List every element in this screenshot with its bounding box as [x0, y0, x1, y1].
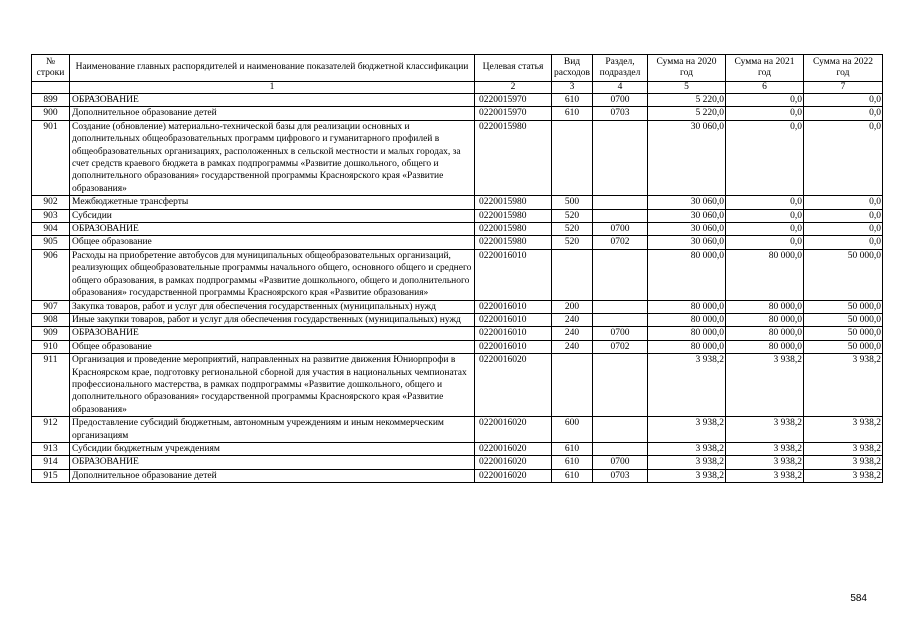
- section-cell: 0700: [593, 456, 648, 469]
- sum-2020-cell: 3 938,2: [648, 442, 726, 455]
- row-number-cell: 905: [32, 236, 70, 249]
- sum-2021-cell: 0,0: [726, 223, 804, 236]
- table-row: [32, 456, 883, 469]
- sum-2021-cell: 80 000,0: [726, 249, 804, 300]
- sum-2022-cell: 0,0: [804, 107, 883, 120]
- sum-2021-cell: 0,0: [726, 196, 804, 209]
- row-number-cell: 912: [32, 417, 70, 443]
- sum-2022-cell: 50 000,0: [804, 313, 883, 326]
- column-number: 6: [726, 82, 804, 94]
- sum-2022-cell: 0,0: [804, 223, 883, 236]
- section-cell: [593, 120, 648, 195]
- sum-2022-cell: 3 938,2: [804, 456, 883, 469]
- expense-type-cell: 610: [552, 107, 593, 120]
- target-article-cell: 0220015980: [475, 196, 552, 209]
- sum-2020-cell: 80 000,0: [648, 340, 726, 353]
- row-name-cell: ОБРАЗОВАНИЕ: [70, 223, 475, 236]
- table-body: [32, 94, 883, 483]
- row-number-cell: 904: [32, 223, 70, 236]
- row-name-cell: Организация и проведение мероприятий, направленных на развитие движения Юниорпрофи в Красноярском крае, подготовку региональной сборной для участия в национальных чемпионатах профессионального мастерства, в рамках подпрограммы «Развитие дошкольного, общего и дополнительного образования» государственной программы Красноярского края «Развитие образования»: [70, 354, 475, 417]
- expense-type-cell: 610: [552, 469, 593, 482]
- header-target-article: Целевая статья: [475, 55, 552, 82]
- section-cell: [593, 442, 648, 455]
- target-article-cell: 0220015980: [475, 223, 552, 236]
- section-cell: [593, 300, 648, 313]
- section-cell: 0700: [593, 327, 648, 340]
- sum-2020-cell: 30 060,0: [648, 120, 726, 195]
- header-expense-type: Вид расходов: [552, 55, 593, 82]
- header-name: Наименование главных распорядителей и наименование показателей бюджетной классификации: [70, 55, 475, 82]
- target-article-cell: 0220015980: [475, 236, 552, 249]
- sum-2021-cell: 0,0: [726, 107, 804, 120]
- row-number-cell: 914: [32, 456, 70, 469]
- row-name-cell: Дополнительное образование детей: [70, 469, 475, 482]
- row-number-cell: 899: [32, 94, 70, 107]
- column-number: 3: [552, 82, 593, 94]
- row-number-cell: 909: [32, 327, 70, 340]
- sum-2021-cell: 0,0: [726, 209, 804, 222]
- sum-2020-cell: 30 060,0: [648, 236, 726, 249]
- expense-type-cell: 240: [552, 340, 593, 353]
- row-name-cell: Субсидии: [70, 209, 475, 222]
- sum-2022-cell: 3 938,2: [804, 442, 883, 455]
- row-number-cell: 913: [32, 442, 70, 455]
- sum-2021-cell: 80 000,0: [726, 327, 804, 340]
- sum-2022-cell: 0,0: [804, 94, 883, 107]
- column-number: 5: [648, 82, 726, 94]
- sum-2022-cell: 0,0: [804, 209, 883, 222]
- expense-type-cell: 610: [552, 442, 593, 455]
- header-row-number: № строки: [32, 55, 70, 82]
- table-row: [32, 442, 883, 455]
- section-cell: 0702: [593, 236, 648, 249]
- table-header: [32, 55, 883, 94]
- section-cell: [593, 249, 648, 300]
- header-section: Раздел, подраздел: [593, 55, 648, 82]
- expense-type-cell: 610: [552, 94, 593, 107]
- table-row: [32, 300, 883, 313]
- target-article-cell: 0220016020: [475, 456, 552, 469]
- sum-2021-cell: 0,0: [726, 120, 804, 195]
- sum-2022-cell: 50 000,0: [804, 340, 883, 353]
- row-number-cell: 915: [32, 469, 70, 482]
- target-article-cell: 0220015970: [475, 94, 552, 107]
- sum-2020-cell: 5 220,0: [648, 107, 726, 120]
- table-row: [32, 340, 883, 353]
- expense-type-cell: [552, 249, 593, 300]
- row-number-cell: 902: [32, 196, 70, 209]
- row-name-cell: Субсидии бюджетным учреждениям: [70, 442, 475, 455]
- target-article-cell: 0220016020: [475, 354, 552, 417]
- column-number: 7: [804, 82, 883, 94]
- budget-table-container: [31, 54, 882, 483]
- section-cell: 0700: [593, 94, 648, 107]
- sum-2022-cell: 0,0: [804, 196, 883, 209]
- column-number-row: [32, 82, 883, 94]
- target-article-cell: 0220016020: [475, 469, 552, 482]
- row-number-cell: 908: [32, 313, 70, 326]
- header-sum-2021: Сумма на 2021 год: [726, 55, 804, 82]
- row-number-cell: 906: [32, 249, 70, 300]
- target-article-cell: 0220016010: [475, 327, 552, 340]
- row-name-cell: Закупка товаров, работ и услуг для обеспечения государственных (муниципальных) нужд: [70, 300, 475, 313]
- sum-2022-cell: 0,0: [804, 120, 883, 195]
- expense-type-cell: 610: [552, 456, 593, 469]
- section-cell: [593, 209, 648, 222]
- sum-2021-cell: 3 938,2: [726, 417, 804, 443]
- row-name-cell: ОБРАЗОВАНИЕ: [70, 456, 475, 469]
- expense-type-cell: 240: [552, 327, 593, 340]
- sum-2020-cell: 80 000,0: [648, 327, 726, 340]
- target-article-cell: 0220016010: [475, 249, 552, 300]
- section-cell: [593, 313, 648, 326]
- sum-2021-cell: 0,0: [726, 94, 804, 107]
- sum-2020-cell: 3 938,2: [648, 469, 726, 482]
- row-name-cell: Общее образование: [70, 340, 475, 353]
- section-cell: 0702: [593, 340, 648, 353]
- expense-type-cell: 520: [552, 223, 593, 236]
- section-cell: [593, 196, 648, 209]
- row-number-cell: 903: [32, 209, 70, 222]
- sum-2022-cell: 3 938,2: [804, 469, 883, 482]
- sum-2020-cell: 80 000,0: [648, 300, 726, 313]
- sum-2022-cell: 3 938,2: [804, 417, 883, 443]
- row-name-cell: Иные закупки товаров, работ и услуг для обеспечения государственных (муниципальных) нужд: [70, 313, 475, 326]
- table-row: [32, 354, 883, 417]
- table-row: [32, 120, 883, 195]
- row-name-cell: Дополнительное образование детей: [70, 107, 475, 120]
- section-cell: 0703: [593, 107, 648, 120]
- sum-2021-cell: 3 938,2: [726, 469, 804, 482]
- column-number: 2: [475, 82, 552, 94]
- row-name-cell: Общее образование: [70, 236, 475, 249]
- expense-type-cell: 520: [552, 209, 593, 222]
- table-row: [32, 223, 883, 236]
- target-article-cell: 0220016010: [475, 313, 552, 326]
- sum-2020-cell: 3 938,2: [648, 354, 726, 417]
- target-article-cell: 0220016010: [475, 340, 552, 353]
- table-row: [32, 313, 883, 326]
- table-row: [32, 417, 883, 443]
- sum-2020-cell: 30 060,0: [648, 209, 726, 222]
- sum-2022-cell: 50 000,0: [804, 300, 883, 313]
- row-number-cell: 910: [32, 340, 70, 353]
- row-name-cell: ОБРАЗОВАНИЕ: [70, 327, 475, 340]
- sum-2021-cell: 80 000,0: [726, 300, 804, 313]
- expense-type-cell: [552, 120, 593, 195]
- sum-2020-cell: 3 938,2: [648, 417, 726, 443]
- sum-2020-cell: 80 000,0: [648, 249, 726, 300]
- row-number-cell: 900: [32, 107, 70, 120]
- target-article-cell: 0220015970: [475, 107, 552, 120]
- table-row: [32, 249, 883, 300]
- row-number-cell: 901: [32, 120, 70, 195]
- row-number-cell: 911: [32, 354, 70, 417]
- target-article-cell: 0220016010: [475, 300, 552, 313]
- column-number: 4: [593, 82, 648, 94]
- sum-2021-cell: 80 000,0: [726, 340, 804, 353]
- row-name-cell: Предоставление субсидий бюджетным, автономным учреждениям и иным некоммерческим организациям: [70, 417, 475, 443]
- row-name-cell: Межбюджетные трансферты: [70, 196, 475, 209]
- table-row: [32, 196, 883, 209]
- section-cell: [593, 354, 648, 417]
- header-sum-2020: Сумма на 2020 год: [648, 55, 726, 82]
- table-row: [32, 469, 883, 482]
- sum-2020-cell: 30 060,0: [648, 196, 726, 209]
- page-number: 584: [850, 593, 867, 604]
- target-article-cell: 0220016020: [475, 442, 552, 455]
- column-number: 1: [70, 82, 475, 94]
- target-article-cell: 0220015980: [475, 209, 552, 222]
- target-article-cell: 0220015980: [475, 120, 552, 195]
- sum-2020-cell: 5 220,0: [648, 94, 726, 107]
- expense-type-cell: 200: [552, 300, 593, 313]
- target-article-cell: 0220016020: [475, 417, 552, 443]
- row-name-cell: Расходы на приобретение автобусов для муниципальных общеобразовательных организаций, реализующих общеобразовательные программы начального общего, основного общего и среднего общего образования, в рамках подпрограммы «Развитие дошкольного, общего и дополнительного образования» государственной программы Красноярского края «Развитие образования»: [70, 249, 475, 300]
- header-sum-2022: Сумма на 2022 год: [804, 55, 883, 82]
- expense-type-cell: 520: [552, 236, 593, 249]
- sum-2022-cell: 0,0: [804, 236, 883, 249]
- sum-2022-cell: 50 000,0: [804, 327, 883, 340]
- section-cell: [593, 417, 648, 443]
- sum-2021-cell: 80 000,0: [726, 313, 804, 326]
- expense-type-cell: 600: [552, 417, 593, 443]
- budget-table: [31, 54, 883, 483]
- section-cell: 0703: [593, 469, 648, 482]
- sum-2020-cell: 3 938,2: [648, 456, 726, 469]
- table-row: [32, 327, 883, 340]
- sum-2020-cell: 30 060,0: [648, 223, 726, 236]
- sum-2022-cell: 3 938,2: [804, 354, 883, 417]
- table-row: [32, 107, 883, 120]
- sum-2021-cell: 3 938,2: [726, 442, 804, 455]
- sum-2021-cell: 0,0: [726, 236, 804, 249]
- row-name-cell: Создание (обновление) материально-технической базы для реализации основных и дополнительных общеобразовательных программ цифрового и гуманитарного профилей в общеобразовательных организациях, расположенных в сельской местности и малых городах, за счет средств краевого бюджета в рамках подпрограммы «Развитие дошкольного, общего и дополнительного образования» государственной программы Красноярского края «Развитие образования»: [70, 120, 475, 195]
- sum-2021-cell: 3 938,2: [726, 354, 804, 417]
- expense-type-cell: 240: [552, 313, 593, 326]
- section-cell: 0700: [593, 223, 648, 236]
- table-row: [32, 94, 883, 107]
- column-number: [32, 82, 70, 94]
- expense-type-cell: 500: [552, 196, 593, 209]
- expense-type-cell: [552, 354, 593, 417]
- table-row: [32, 236, 883, 249]
- sum-2022-cell: 50 000,0: [804, 249, 883, 300]
- row-name-cell: ОБРАЗОВАНИЕ: [70, 94, 475, 107]
- sum-2020-cell: 80 000,0: [648, 313, 726, 326]
- table-row: [32, 209, 883, 222]
- row-number-cell: 907: [32, 300, 70, 313]
- sum-2021-cell: 3 938,2: [726, 456, 804, 469]
